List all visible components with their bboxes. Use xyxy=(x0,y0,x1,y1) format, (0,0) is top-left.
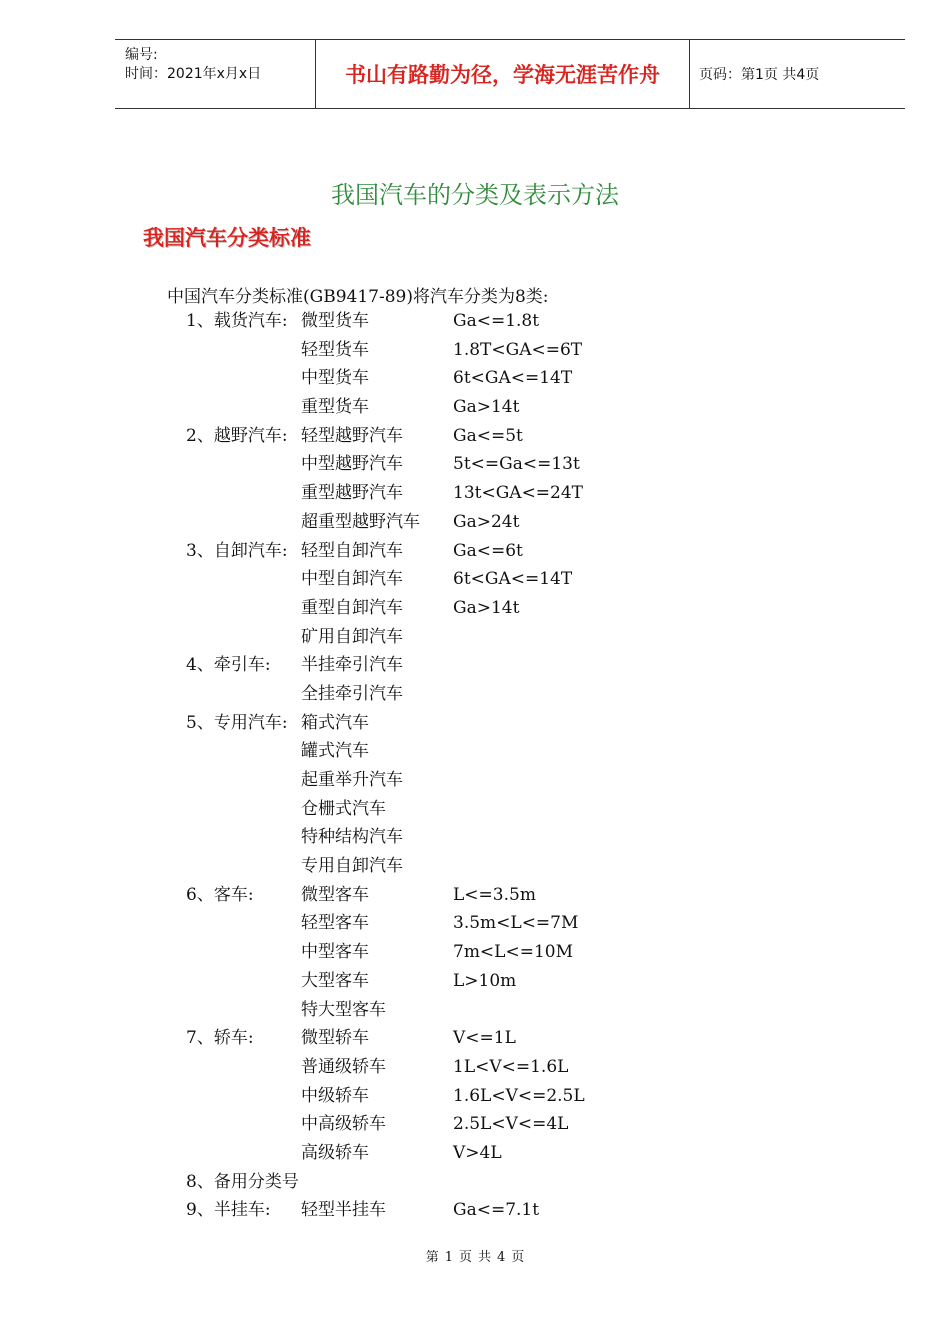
category-label: 2、越野汽车: xyxy=(186,425,288,446)
list-item xyxy=(0,1196,950,1225)
intro-paragraph: 中国汽车分类标准(GB9417-89)将汽车分类为8类: xyxy=(167,287,549,307)
section-heading: 我国汽车分类标准 xyxy=(143,226,311,250)
header-meta-cell xyxy=(115,40,315,108)
list-item xyxy=(0,594,950,623)
spec-value: 1.6L<V<=2.5L xyxy=(453,1085,585,1106)
subtype-label: 微型货车 xyxy=(301,311,369,331)
spec-value: 1L<V<=1.6L xyxy=(453,1056,569,1077)
spec-value: Ga>14t xyxy=(453,597,520,618)
spec-value: 6t<GA<=14T xyxy=(453,368,573,389)
subtype-label: 中型越野汽车 xyxy=(301,454,403,475)
spec-value: L>10m xyxy=(453,970,517,991)
footer-total-pages: 4 xyxy=(497,1250,506,1265)
category-label: 3、自卸汽车: xyxy=(186,540,288,561)
list-item xyxy=(0,623,950,652)
list-item xyxy=(0,909,950,938)
spec-value: Ga<=6t xyxy=(453,540,523,561)
list-item xyxy=(0,680,950,709)
spec-value: Ga>24t xyxy=(453,511,520,532)
spec-value: 1.8T<GA<=6T xyxy=(453,339,583,360)
subtype-label: 微型轿车 xyxy=(301,1028,369,1049)
list-item xyxy=(0,1082,950,1111)
subtype-label: 特大型客车 xyxy=(301,999,386,1020)
spec-value: V>4L xyxy=(453,1142,502,1163)
list-item xyxy=(0,996,950,1025)
list-item xyxy=(0,651,950,680)
list-item xyxy=(0,737,950,766)
page-footer xyxy=(0,1246,950,1265)
list-item xyxy=(0,709,950,738)
list-item xyxy=(0,1024,950,1053)
classification-list xyxy=(0,307,950,1225)
subtype-label: 大型客车 xyxy=(301,970,369,991)
list-item xyxy=(0,479,950,508)
footer-text: 第 xyxy=(425,1250,439,1265)
subtype-label: 半挂牵引汽车 xyxy=(301,655,403,676)
spec-value: Ga<=7.1t xyxy=(453,1200,540,1221)
list-item xyxy=(0,1139,950,1168)
list-item xyxy=(0,766,950,795)
category-label: 9、半挂车: xyxy=(186,1200,271,1221)
spec-value: 13t<GA<=24T xyxy=(453,483,584,504)
list-item xyxy=(0,938,950,967)
subtype-label: 轻型客车 xyxy=(301,913,369,934)
list-item xyxy=(0,393,950,422)
subtype-label: 中型客车 xyxy=(301,942,369,963)
subtype-label: 专用自卸汽车 xyxy=(301,856,403,877)
subtype-label: 中级轿车 xyxy=(301,1085,369,1106)
number-label: 编号: xyxy=(125,47,158,63)
subtype-label: 轻型越野汽车 xyxy=(301,425,403,446)
spec-value: 5t<=Ga<=13t xyxy=(453,454,580,475)
spec-value: 6t<GA<=14T xyxy=(453,569,573,590)
spec-value: L<=3.5m xyxy=(453,884,536,905)
subtype-label: 仓栅式汽车 xyxy=(301,798,386,819)
spec-value: 2.5L<V<=4L xyxy=(453,1114,569,1135)
header-table xyxy=(115,39,905,109)
list-item xyxy=(0,364,950,393)
footer-text: 页 xyxy=(511,1250,525,1265)
subtype-label: 普通级轿车 xyxy=(301,1056,386,1077)
spec-value: Ga<=5t xyxy=(453,425,523,446)
category-label: 5、专用汽车: xyxy=(186,712,288,733)
spec-value: 3.5m<L<=7M xyxy=(453,913,579,934)
subtype-label: 轻型自卸汽车 xyxy=(301,540,403,561)
subtype-label: 罐式汽车 xyxy=(301,741,369,762)
list-item xyxy=(0,537,950,566)
subtype-label: 起重举升汽车 xyxy=(301,770,403,790)
list-item xyxy=(0,967,950,996)
subtype-label: 高级轿车 xyxy=(301,1142,369,1163)
header-page-info: 页码：第1页 共4页 xyxy=(699,67,820,83)
subtype-label: 轻型半挂车 xyxy=(301,1200,386,1221)
spec-value: V<=1L xyxy=(453,1028,516,1049)
spec-value: 7m<L<=10M xyxy=(453,942,573,963)
list-item xyxy=(0,823,950,852)
subtype-label: 重型越野汽车 xyxy=(301,483,403,504)
header-divider xyxy=(689,40,690,108)
subtype-label: 箱式汽车 xyxy=(301,712,369,733)
category-label: 6、客车: xyxy=(186,884,254,905)
subtype-label: 中型货车 xyxy=(301,368,369,389)
list-item xyxy=(0,795,950,824)
list-item xyxy=(0,307,950,336)
list-item xyxy=(0,336,950,365)
list-item xyxy=(0,450,950,479)
list-item xyxy=(0,508,950,537)
footer-text: 共 xyxy=(478,1250,492,1265)
list-item xyxy=(0,881,950,910)
category-label: 1、载货汽车: xyxy=(186,311,288,331)
category-label: 4、牵引车: xyxy=(186,655,271,676)
list-item xyxy=(0,852,950,881)
list-item xyxy=(0,1168,950,1197)
subtype-label: 微型客车 xyxy=(301,884,369,905)
list-item xyxy=(0,1053,950,1082)
subtype-label: 超重型越野汽车 xyxy=(301,511,420,532)
time-label: 时间：2021年x月x日 xyxy=(125,66,262,82)
subtype-label: 特种结构汽车 xyxy=(301,827,403,848)
subtype-label: 轻型货车 xyxy=(301,339,369,360)
subtype-label: 中型自卸汽车 xyxy=(301,569,403,590)
footer-page-number: 1 xyxy=(444,1250,453,1265)
footer-text: 页 xyxy=(458,1250,472,1265)
subtype-label: 重型货车 xyxy=(301,397,369,418)
spec-value: Ga<=1.8t xyxy=(453,311,540,331)
list-item xyxy=(0,422,950,451)
subtype-label: 矿用自卸汽车 xyxy=(301,626,403,647)
subtype-label: 全挂牵引汽车 xyxy=(301,683,403,704)
subtype-label: 中高级轿车 xyxy=(301,1114,386,1135)
category-label: 8、备用分类号 xyxy=(186,1171,299,1192)
document-title: 我国汽车的分类及表示方法 xyxy=(331,181,619,209)
spec-value: Ga>14t xyxy=(453,397,520,418)
list-item xyxy=(0,565,950,594)
subtype-label: 重型自卸汽车 xyxy=(301,597,403,618)
category-label: 7、轿车: xyxy=(186,1028,254,1049)
list-item xyxy=(0,1110,950,1139)
header-motto: 书山有路勤为径，学海无涯苦作舟 xyxy=(345,63,660,87)
